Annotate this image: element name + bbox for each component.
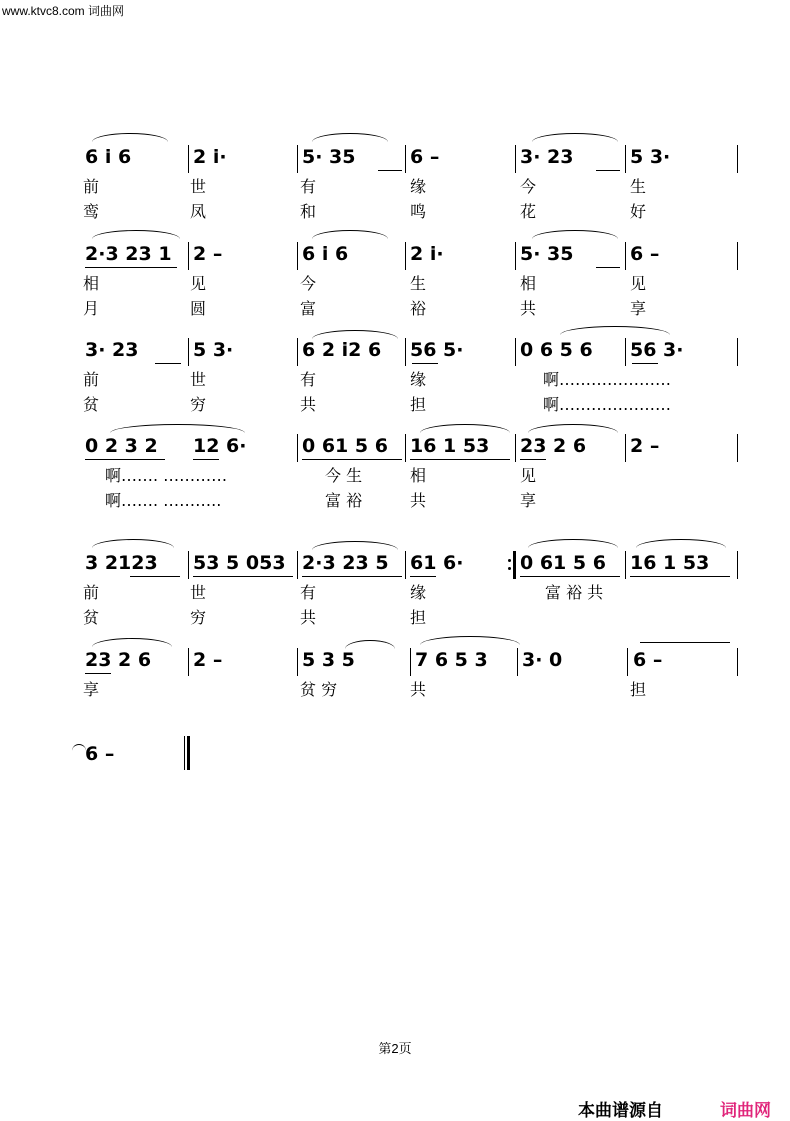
barline [625,145,626,173]
barline [625,338,626,366]
barline [297,145,298,173]
lyric-verse2: 穷 [190,395,207,414]
barline [405,242,406,270]
lyric-verse1: 世 [190,370,207,389]
slur [560,326,670,335]
lyric-verse1: 啊………………… [543,370,672,389]
slur [532,133,618,142]
notes-measure-6: 6 – [630,243,660,265]
slur [420,636,520,645]
notes-measure-2: 12 6· [193,435,247,457]
notes-measure-4: 6 – [410,146,440,168]
barline [737,648,738,676]
notes-measure-1: 3 2123 [85,552,158,574]
lyric-verse2: 担 [410,608,427,627]
barline [188,145,189,173]
barline [625,551,626,579]
beam-line [630,576,730,577]
barline [737,434,738,462]
lyric-verse2: 啊……. ……….. [105,491,222,510]
lyric-verse1: 有 [300,370,317,389]
lyric-verse1: 世 [190,583,207,602]
notes-measure-3: 5 3 5 [302,649,355,671]
beam-line [412,363,438,364]
lyric-verse2: 穷 [190,608,207,627]
lyric-verse1: 担 [630,680,647,699]
beam-line [130,576,180,577]
slur [92,539,174,548]
lyric-verse1: 生 [630,177,647,196]
barline [405,145,406,173]
beam-line [193,576,293,577]
slur [420,424,510,433]
beam-line [155,363,181,364]
notes-measure-3: 6 2 i2 6 [302,339,382,361]
notes-measure-1: 6 i 6 [85,146,132,168]
slur [312,230,388,239]
barline [188,551,189,579]
lyric-verse1: 啊……. ………… [105,466,228,485]
lyric-verse1: 有 [300,583,317,602]
lyric-verse1: 前 [83,370,100,389]
notes-measure-1: 23 2 6 [85,649,152,671]
barline [515,145,516,173]
notes-measure-5: 3· 0 [522,649,563,671]
slur [528,539,618,548]
repeat-barline [513,551,516,579]
footer-brand-logo[interactable]: 词曲网 [720,1101,771,1120]
beam-line [596,267,620,268]
notes-measure-4: 7 6 5 3 [415,649,488,671]
beam-line [632,363,658,364]
notes-measure-3: 6 i 6 [302,243,349,265]
barline [515,242,516,270]
beam-line [520,459,546,460]
lyric-verse1: 今 [300,274,317,293]
notes-measure-5: 0 61 5 6 [520,552,606,574]
lyric-verse2: 啊………………… [543,395,672,414]
barline [737,242,738,270]
repeat-dot [508,559,511,562]
lyric-verse1: 有 [300,177,317,196]
beam-line [85,673,111,674]
lyric-verse2: 鸣 [410,202,427,221]
barline [297,338,298,366]
notes-measure-2: 2 i· [193,146,227,168]
slur [312,330,398,339]
notes-measure-2: 2 – [193,243,223,265]
lyric-verse1: 贫 穷 [300,680,338,699]
notes-measure-6: 5 3· [630,146,671,168]
notes-measure-2: 53 5 053 [193,552,286,574]
lyric-verse2: 花 [520,202,537,221]
barline [405,551,406,579]
beam-line [410,459,510,460]
page-number: 第2页 [378,1041,412,1056]
lyric-verse1: 今 生 [325,466,363,485]
lyric-verse1: 今 [520,177,537,196]
barline [405,338,406,366]
lyric-verse2: 共 [520,299,537,318]
lyric-verse2: 裕 [410,299,427,318]
barline [737,551,738,579]
beam-line [85,459,165,460]
lyric-verse1: 相 [520,274,537,293]
notes-measure-1: 0 2 3 2 [85,435,158,457]
lyric-verse2: 富 [300,299,317,318]
lyric-verse2: 圆 [190,299,207,318]
lyric-verse1: 共 [410,680,427,699]
lyric-verse1: 富 裕 共 [545,583,604,602]
notes-measure-4: 61 6· [410,552,464,574]
notes-measure-6: 6 – [633,649,663,671]
barline [625,434,626,462]
beam-line [410,576,436,577]
barline [627,648,628,676]
beam-line [85,267,177,268]
lyric-verse1: 生 [410,274,427,293]
notes-measure-2: 2 – [193,649,223,671]
beam-line [596,170,620,171]
barline [188,242,189,270]
slur [345,640,395,649]
notes-measure-3: 2·3 23 5 [302,552,389,574]
barline [297,551,298,579]
lyric-verse1: 相 [83,274,100,293]
lyric-verse1: 相 [410,466,427,485]
notes-measure-1: 3· 23 [85,339,139,361]
lyric-verse1: 前 [83,177,100,196]
notes-measure-5: 3· 23 [520,146,574,168]
tie-in [72,744,86,751]
notes-measure-6: 56 3· [630,339,684,361]
notes-measure-5: 0 6 5 6 [520,339,593,361]
lyric-verse2: 共 [300,395,317,414]
notes-measure-3: 5· 35 [302,146,356,168]
notes-measure-5: 5· 35 [520,243,574,265]
lyric-verse2: 共 [300,608,317,627]
barline [297,434,298,462]
fermata-line [640,642,730,643]
barline [297,242,298,270]
notes-measure-4: 2 i· [410,243,444,265]
lyric-verse2: 担 [410,395,427,414]
slur [636,539,726,548]
lyric-verse1: 前 [83,583,100,602]
site-header: www.ktvc8.com 词曲网 [2,4,125,18]
lyric-verse1: 缘 [410,583,427,602]
lyric-verse2: 贫 [83,608,100,627]
notes-measure-6: 2 – [630,435,660,457]
slur [110,424,245,433]
barline [410,648,411,676]
beam-line [302,459,402,460]
barline [405,434,406,462]
lyric-verse2: 月 [83,299,100,318]
lyric-verse1: 享 [83,680,100,699]
notes-measure-3: 0 61 5 6 [302,435,388,457]
slur [532,230,618,239]
barline [737,338,738,366]
footer-source-label: 本曲谱源自 [578,1101,663,1120]
notes-measure-2: 5 3· [193,339,234,361]
lyric-verse2: 享 [520,491,537,510]
barline [517,648,518,676]
lyric-verse1: 缘 [410,177,427,196]
lyric-verse2: 享 [630,299,647,318]
barline [188,338,189,366]
lyric-verse2: 贫 [83,395,100,414]
beam-line [302,576,402,577]
barline [737,145,738,173]
lyric-verse2: 共 [410,491,427,510]
final-barline-thick [187,736,190,770]
lyric-verse1: 见 [190,274,207,293]
beam-line [520,576,620,577]
slur [92,638,172,647]
repeat-dot [508,567,511,570]
slur [92,133,168,142]
lyric-verse2: 凤 [190,202,207,221]
barline [625,242,626,270]
notes-measure-1: 2·3 23 1 [85,243,172,265]
notes-measure-6: 16 1 53 [630,552,710,574]
lyric-verse1: 缘 [410,370,427,389]
slur [528,424,618,433]
lyric-verse2: 鸾 [83,202,100,221]
notes-measure-1: 6 – [85,743,115,765]
slur [92,230,180,239]
lyric-verse2: 和 [300,202,317,221]
lyric-verse2: 好 [630,202,647,221]
lyric-verse2: 富 裕 [325,491,363,510]
barline [297,648,298,676]
slur [312,541,398,550]
lyric-verse1: 见 [520,466,537,485]
notes-measure-5: 23 2 6 [520,435,587,457]
barline [515,434,516,462]
notes-measure-4: 56 5· [410,339,464,361]
barline [515,338,516,366]
barline [188,648,189,676]
lyric-verse1: 世 [190,177,207,196]
notes-measure-4: 16 1 53 [410,435,490,457]
slur [312,133,388,142]
beam-line [193,459,219,460]
final-barline-thin [184,736,185,770]
lyric-verse1: 见 [630,274,647,293]
beam-line [378,170,402,171]
